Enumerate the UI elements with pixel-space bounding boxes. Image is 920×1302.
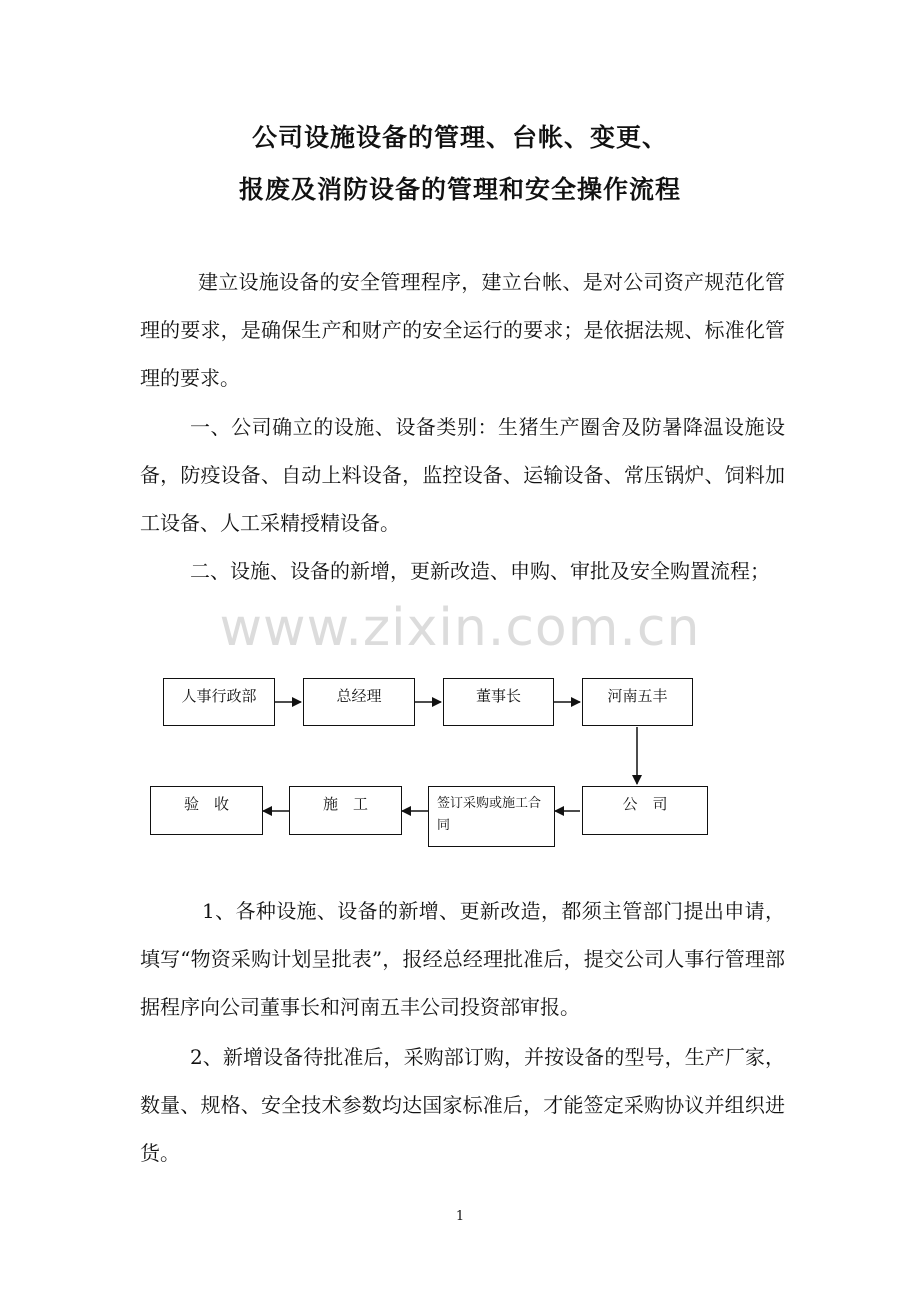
flow-box-company: 公 司 bbox=[582, 786, 708, 835]
document-title-line1: 公司设施设备的管理、台帐、变更、 bbox=[251, 123, 668, 152]
flow-box-hr-admin: 人事行政部 bbox=[163, 678, 275, 726]
page-number: 1 bbox=[455, 1209, 465, 1224]
flow-box-acceptance: 验 收 bbox=[150, 786, 263, 835]
item1-paragraph: 1、各种设施、设备的新增、更新改造，都须主管部门提出申请，填写“物资采购计划呈批表”，报经总经理批准后，提交公司人事行管理部据程序向公司董事长和河南五丰公司投资部审报。 bbox=[140, 899, 785, 1019]
intro-paragraph: 建立设施设备的安全管理程序，建立台帐、是对公司资产规范化管理的要求，是确保生产和财产的安全运行的要求；是依据法规、标准化管理的要求。 bbox=[140, 270, 785, 390]
item2-paragraph: 2、新增设备待批准后，采购部订购，并按设备的型号，生产厂家，数量、规格、安全技术参数均达国家标准后，才能签定采购协议并组织进货。 bbox=[140, 1045, 785, 1165]
flow-box-general-manager: 总经理 bbox=[303, 678, 415, 726]
flow-box-henan-wufeng: 河南五丰 bbox=[582, 678, 693, 726]
document-title-line2: 报废及消防设备的管理和安全操作流程 bbox=[238, 175, 681, 204]
flow-box-contract: 签订采购或施工合同 bbox=[428, 786, 555, 847]
section1-paragraph: 一、公司确立的设施、设备类别：生猪生产圈舍及防暑降温设施设备，防疫设备、自动上料设备，监控设备、运输设备、常压锅炉、饲料加工设备、人工采精授精设备。 bbox=[140, 415, 785, 535]
section2-paragraph: 二、设施、设备的新增，更新改造、申购、审批及安全购置流程； bbox=[190, 559, 770, 583]
watermark: www.zixin.com.cn bbox=[219, 598, 701, 658]
flow-box-chairman: 董事长 bbox=[443, 678, 554, 726]
flow-box-construction: 施 工 bbox=[289, 786, 402, 835]
